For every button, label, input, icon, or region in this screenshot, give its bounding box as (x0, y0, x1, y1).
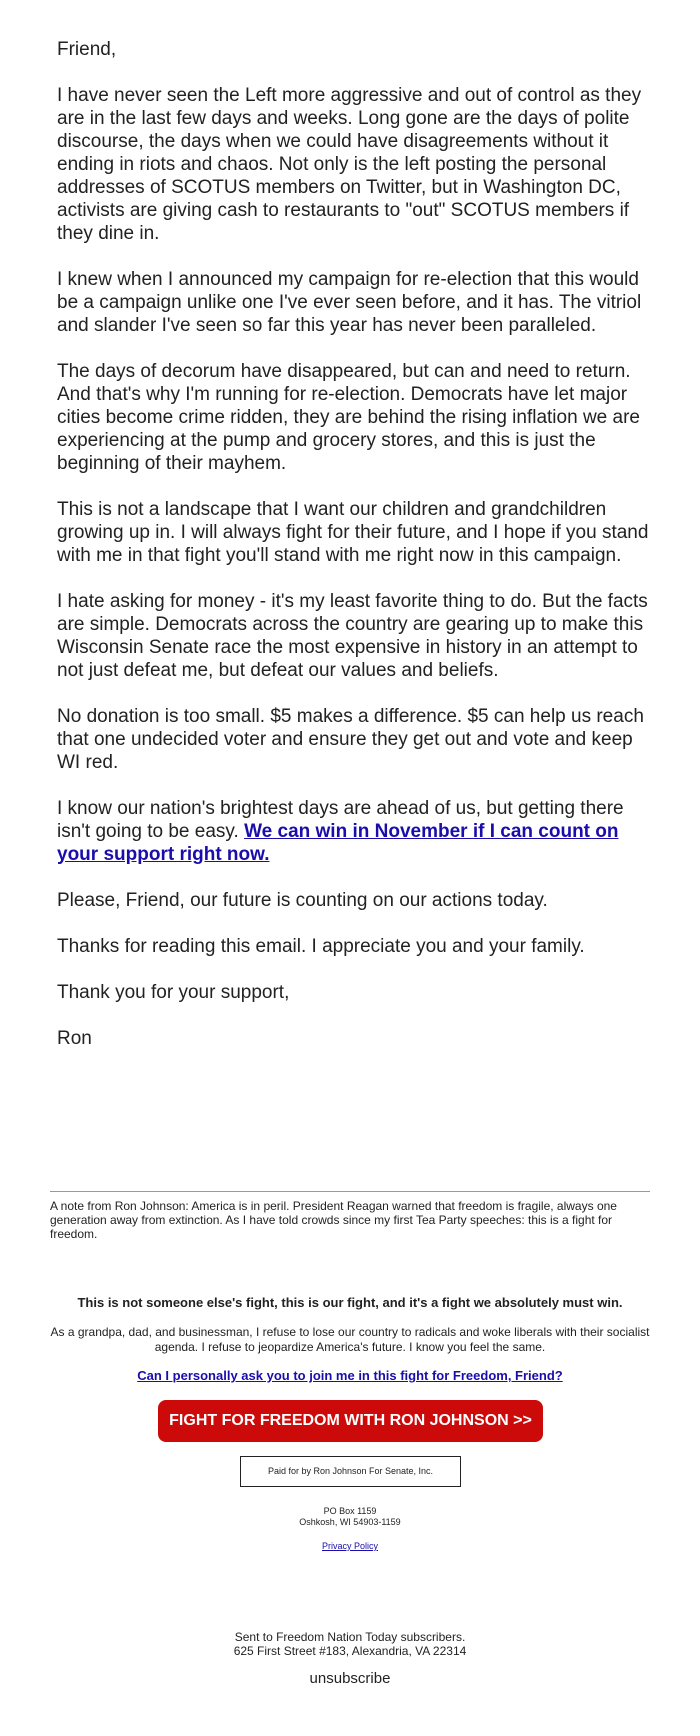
unsubscribe-link[interactable]: unsubscribe (309, 1670, 391, 1687)
greeting: Friend, (57, 39, 117, 60)
mailing-address (50, 1506, 650, 1528)
paragraph-3: The days of decorum have disappeared, but can and need to return. And that's why I'm running for re-election. Democrats have let major cities become crime ridden, they are behind the rising inflation we are experiencing at the pump and grocery stores, and this is just the beginning of their mayhem. (57, 361, 640, 474)
paragraph-5: I hate asking for money - it's my least favorite thing to do. But the facts are simple. Democrats across the country are gearing up to make this Wisconsin Senate race the most expensive in history in an attempt to not just defeat me, but defeat our values and beliefs. (57, 591, 648, 681)
paragraph-9: Thanks for reading this email. I appreciate you and your family. (57, 936, 585, 957)
sender-address: 625 First Street #183, Alexandria, VA 22314 (233, 1644, 467, 1658)
sent-to-info (50, 1630, 650, 1658)
paragraph-1: I have never seen the Left more aggressive and out of control as they are in the last few days and weeks. Long gone are the days of polite discourse, the days when we could have disagreements without it ending in riots and chaos. Not only is the left posting the personal addresses of SCOTUS members on Twitter, but in Washington DC, activists are giving cash to restaurants to "out" SCOTUS members if they dine in. (57, 85, 642, 244)
email-body (57, 38, 657, 1073)
paragraph-4: This is not a landscape that I want our children and grandchildren growing up in. I will always fight for their future, and I hope if you stand with me in that fight you'll stand with me right now in this campaign. (57, 499, 649, 566)
privacy-policy-row (50, 1541, 650, 1552)
signature: Ron (57, 1028, 92, 1049)
closing: Thank you for your support, (57, 982, 290, 1003)
paragraph-6: No donation is too small. $5 makes a difference. $5 can help us reach that one undecided voter and ensure they get out and vote and keep WI red. (57, 706, 644, 773)
paragraph-7-text: I know our nation's brightest days are ahead of us, but getting there isn't going to be easy. (57, 798, 624, 842)
paragraph-2: I knew when I announced my campaign for re-election that this would be a campaign unlike one I've ever seen before, and it has. The vitriol and slander I've seen so far this year has never been paralleled. (57, 269, 642, 336)
support-link[interactable]: We can win in November if I can count on your support right now. (57, 821, 619, 865)
privacy-policy-link[interactable]: Privacy Policy (321, 1541, 378, 1551)
footer-divider (50, 1191, 650, 1192)
address-line-1: PO Box 1159 (323, 1506, 377, 1516)
sent-to-line: Sent to Freedom Nation Today subscribers. (234, 1630, 466, 1644)
address-line-2: Oshkosh, WI 54903-1159 (299, 1517, 401, 1527)
paid-for-disclaimer: Paid for by Ron Johnson For Senate, Inc. (240, 1456, 461, 1487)
paragraph-7 (57, 797, 657, 866)
fight-for-freedom-button[interactable]: FIGHT FOR FREEDOM WITH RON JOHNSON >> (158, 1400, 543, 1442)
footer-note: A note from Ron Johnson: America is in peril. President Reagan warned that freedom is fragile, always one generation away from extinction. As I have told crowds since my first Tea Party speeches: this is a fight for freedom. (50, 1199, 617, 1241)
bio-text: As a grandpa, dad, and businessman, I refuse to lose our country to radicals and woke liberals with their socialist agenda. I refuse to jeopardize America's future. I know you feel the same. (50, 1325, 650, 1354)
fight-headline: This is not someone else's fight, this is our fight, and it's a fight we absolutely must win. (77, 1295, 623, 1310)
ask-line (50, 1368, 650, 1384)
join-fight-link[interactable]: Can I personally ask you to join me in this fight for Freedom, Friend? (137, 1368, 563, 1383)
paragraph-8: Please, Friend, our future is counting on our actions today. (57, 890, 548, 911)
